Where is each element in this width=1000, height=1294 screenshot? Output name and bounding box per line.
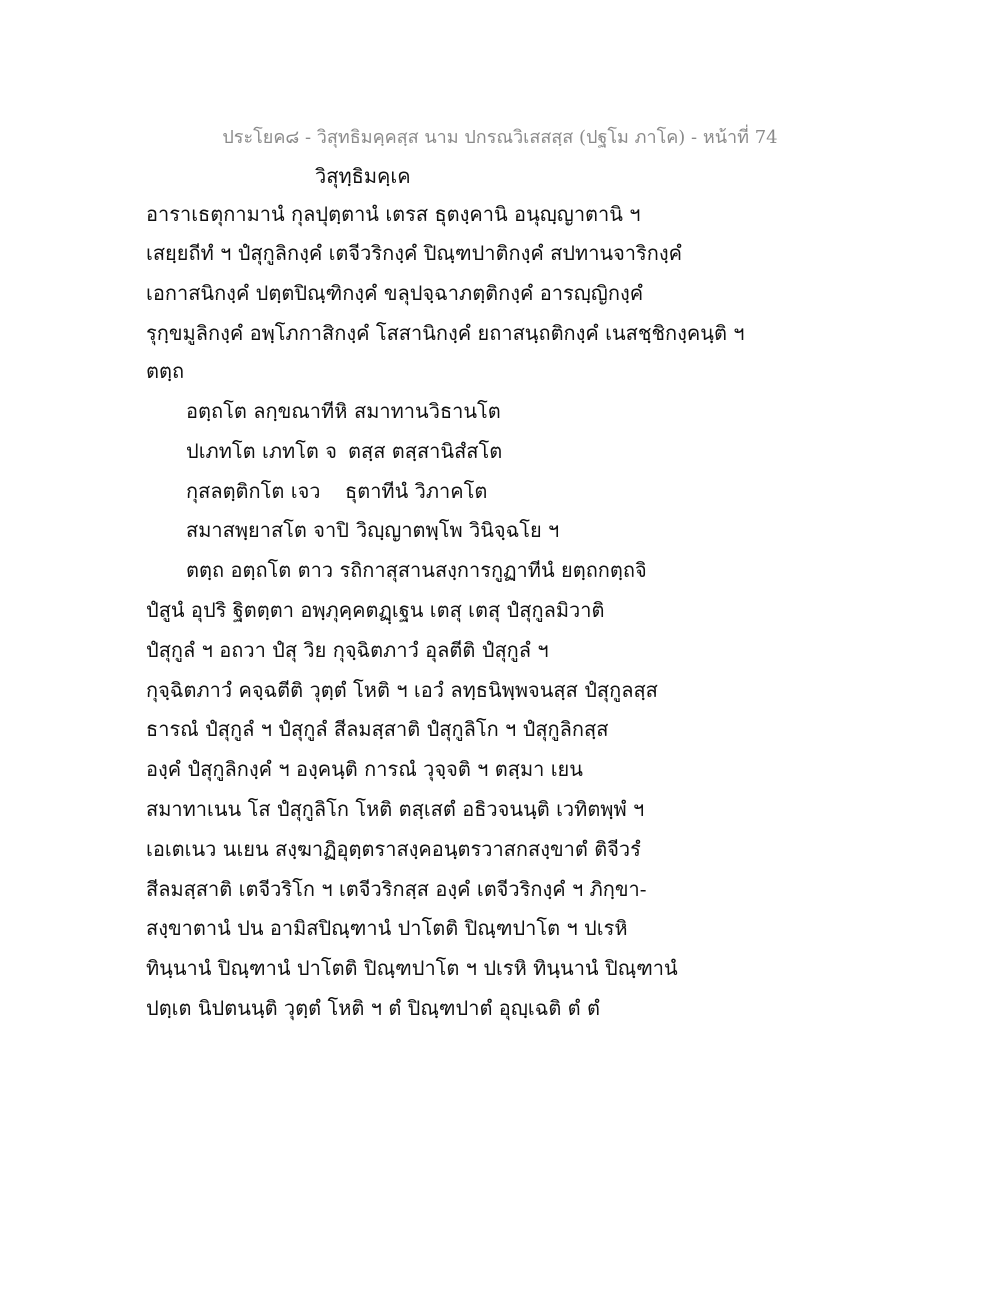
text-line: ทินฺนานํ ปิณฺฑานํ ปาโตติ ปิณฺฑปาโต ฯ ปเรหิ ทินฺนานํ ปิณฺฑานํ bbox=[146, 956, 678, 980]
verse-first-half: อตฺถโต ลกฺขณาทีหิ bbox=[186, 399, 348, 423]
text-line: ตตฺถ อตฺถโต ตาว รถิกาสุสานสงฺการกูฏาทีนํ ยตฺถกตฺถจิ bbox=[186, 558, 647, 582]
text-line: เอเตเนว นเยน สงฺฆาฏิอุตฺตราสงฺคอนฺตรวาสกสงฺขาตํ ติจีวรํ bbox=[146, 837, 641, 861]
verse-first-half: สมาสพฺยาสโต จาปิ bbox=[186, 518, 349, 542]
text-line: เอกาสนิกงฺคํ ปตฺตปิณฺฑิกงฺคํ ขลุปจฺฉาภตฺติกงฺคํ อารญฺญิกงฺคํ bbox=[146, 281, 644, 305]
verse-second-half: ตสฺส ตสฺสานิสํสโต bbox=[348, 439, 503, 463]
text-line: สงฺขาตานํ ปน อามิสปิณฺฑานํ ปาโตติ ปิณฺฑปาโต ฯ ปเรหิ bbox=[146, 916, 628, 940]
text-line: อาราเธตุกามานํ กุลปุตฺตานํ เตรส ธุตงฺคานิ อนุญฺญาตานิ ฯ bbox=[146, 202, 641, 226]
section-title: วิสุทฺธิมคฺเค bbox=[315, 164, 411, 188]
text-line: ตตฺถ bbox=[146, 359, 185, 383]
text-line: องฺคํ ปํสุกูลิกงฺคํ ฯ องฺคนฺติ การณํ วุจฺจติ ฯ ตสฺมา เยน bbox=[146, 757, 583, 781]
text-line: ธารณํ ปํสุกูลํ ฯ ปํสุกูลํ สีลมสฺสาติ ปํสุกูลิโก ฯ ปํสุกูลิกสฺส bbox=[146, 717, 609, 741]
text-line: ปํสูนํ อุปริ ฐิตตฺตา อพฺภุคฺคตฏฺเฐน เตสุ เตสุ ปํสุกูลมิวาติ bbox=[146, 598, 605, 622]
text-line: สีลมสฺสาติ เตจีวริโก ฯ เตจีวริกสฺส องฺคํ เตจีวริกงฺคํ ฯ ภิกฺขา- bbox=[146, 877, 647, 901]
text-line: กุจฺฉิตภาวํ คจฺฉตีติ วุตฺตํ โหติ ฯ เอวํ ลทฺธนิพฺพจนสฺส ปํสุกูลสฺส bbox=[146, 678, 658, 702]
text-line: เสยฺยถีทํ ฯ ปํสุกูลิกงฺคํ เตจีวริกงฺคํ ปิณฺฑปาติกงฺคํ สปทานจาริกงฺคํ bbox=[146, 241, 683, 265]
verse-second-half: สมาทานวิธานโต bbox=[354, 399, 501, 423]
running-header: ประโยค๘ - วิสุทธิมคฺคสฺส นาม ปกรณวิเสสสฺส (ปฐโม ภาโค) - หน้าที่ 74 bbox=[222, 127, 778, 148]
text-line: ปํสุกูลํ ฯ อถวา ปํสุ วิย กุจฺฉิตภาวํ อุลตีติ ปํสุกูลํ ฯ bbox=[146, 638, 549, 662]
text-line: ปตฺเต นิปตนนฺติ วุตฺตํ โหติ ฯ ตํ ปิณฺฑปาตํ อุญฺเฉติ ตํ ตํ bbox=[146, 996, 600, 1020]
text-line: รุกฺขมูลิกงฺคํ อพฺโภกาสิกงฺคํ โสสานิกงฺคํ ยถาสนฺถติกงฺคํ เนสชฺชิกงฺคนฺติ ฯ bbox=[146, 321, 745, 345]
verse-first-half: ปเภทโต เภทโต จ bbox=[186, 439, 337, 463]
verse-second-half: วิญฺญาตพฺโพ วินิจฺฉโย ฯ bbox=[356, 518, 560, 542]
verse-second-half: ธุตาทีนํ วิภาคโต bbox=[345, 479, 488, 503]
verse-first-half: กุสลตฺติกโต เจว bbox=[186, 479, 321, 503]
text-line: สมาทาเนน โส ปํสุกูลิโก โหติ ตสฺเสตํ อธิวจนนฺติ เวทิตพฺพํ ฯ bbox=[146, 797, 645, 821]
